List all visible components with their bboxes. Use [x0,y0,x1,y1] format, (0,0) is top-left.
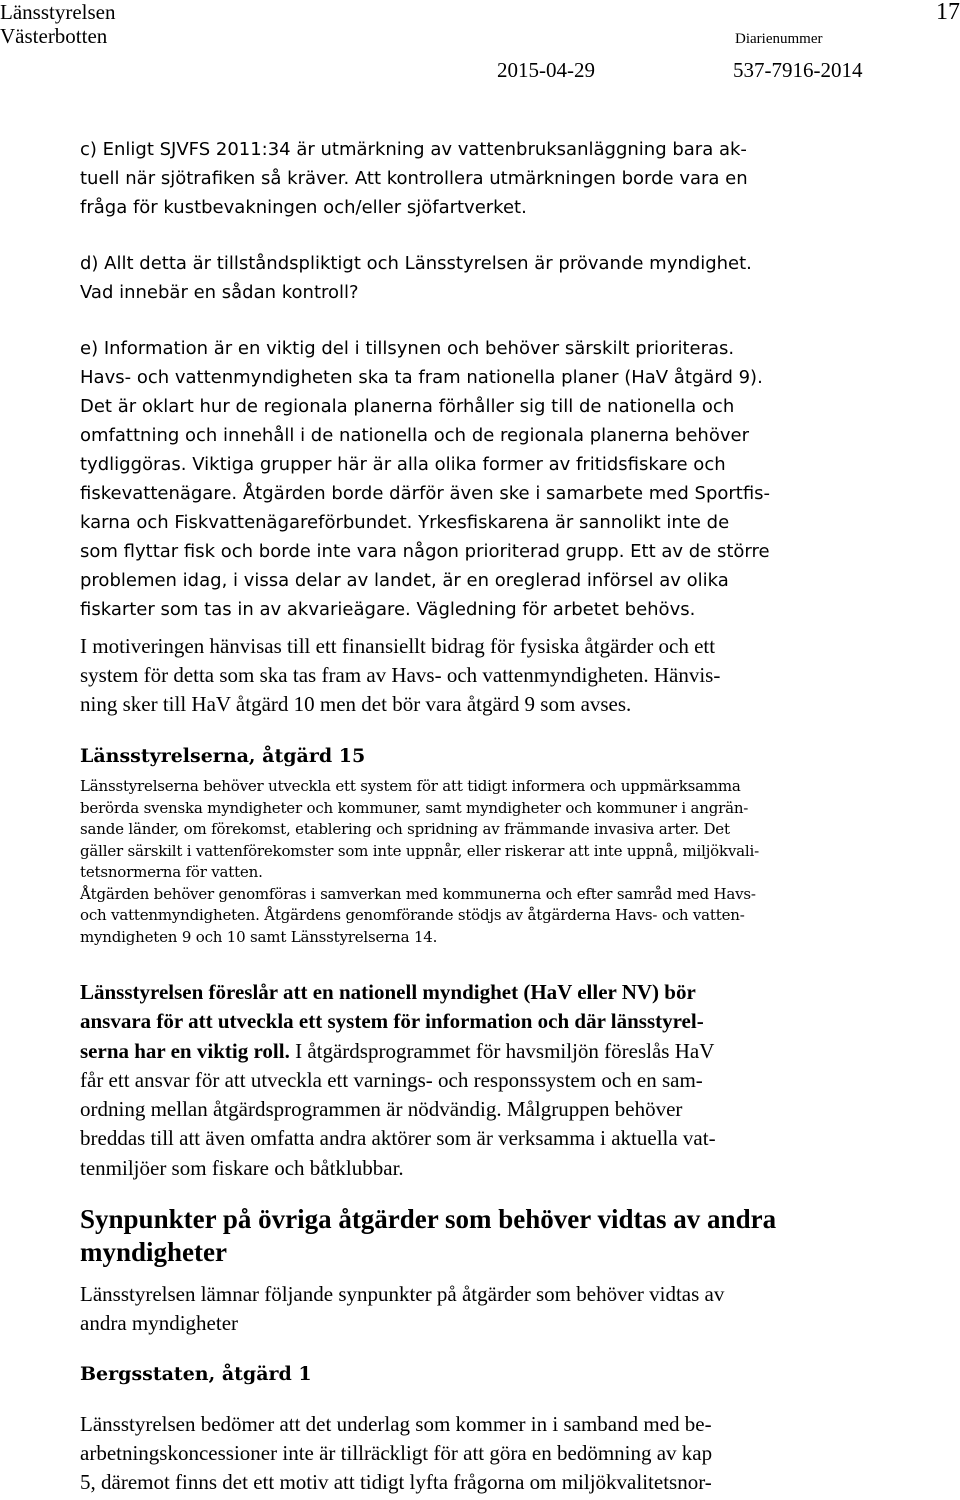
quote-15-paragraph-b: Åtgärden behöver genomföras i samverkan med kommunerna och efter samråd med Havs- och vattenmyndigheten. Åtgärdens genomförande stödjs av åtgärderna Havs- och vatten- myndigheten 9 och 10 samt Länsstyrelserna 14. [80,884,756,946]
paragraph-e-text: e) Information är en viktig del i tillsynen och behöver särskilt prioriteras. Havs- och vattenmyndigheten ska ta fram nationella planer (HaV åtgärd 9). Det är oklart hur de regionala planerna förhåller sig till de nationella och omfattning och innehåll i de nationella och de regionala planerna behöver tydliggöras. Viktiga grupper här är alla olika former av fritidsfiskare och fiskevattenägare. Åtgärden borde därför även ske i samarbete med Sportfis- karna och Fiskvattenägareförbundet. Yrkesfiskarena är sannolikt inte de som flyttar fisk och borde inte vara någon prioriterad grupp. Ett av de större problemen idag, i vissa delar av landet, är en oreglerad införsel av olika fiskarter som tas in av akvarieägare. Vägledning för arbetet behövs. [80,338,771,620]
section-heading-text: Synpunkter på övriga åtgärder som behöver vidtas av andra myndigheter [80,1204,777,1267]
org-name-line2: Västerbotten [0,24,108,48]
proposal-bold-text: Länsstyrelsen föreslår att en nationell myndighet (HaV eller NV) bör ansvara för att utveckla ett system för information och där länsstyrel- serna har en viktig roll. [80,980,704,1063]
quote-15-paragraph-a: Länsstyrelserna behöver utveckla ett system för att tidigt informera och uppmärksamma berörda svenska myndigheter och kommuner, samt myndigheter och kommuner i angrän- sande länder, om förekomst, etablering och spridning av främmande invasiva arter. Det gäller särskilt i vattenförekomster som inte uppnår, eller riskerar att inte uppnå, miljökvali- tetsnormerna för vatten. [80,777,759,881]
section-intro [80,1280,850,1338]
quote-block-15 [80,776,850,948]
page-number: 17 [936,0,960,25]
heading-lansstyrelserna-15 [80,745,850,767]
paragraph-e [80,334,850,624]
paragraph-c [80,135,850,222]
org-name-line1: Länsstyrelsen [0,0,116,24]
diarienummer-label: Diarienummer [735,31,823,47]
proposal-rest-text: I åtgärdsprogrammet för havsmiljön föreslås HaV får ett ansvar för att utveckla ett varnings- och responssystem och en sam- ordning mellan åtgärdsprogrammen är nödvändig. Målgruppen behöver breddas till att även omfatta andra aktörer som är verksamma i aktuella vat- tenmiljöer som fiskare och båtklubbar. [80,1038,716,1180]
proposal-paragraph [80,978,850,1183]
paragraph-bergsstaten [80,1410,850,1497]
paragraph-motivering-text: I motiveringen hänvisas till ett finansiellt bidrag för fysiska åtgärder och ett system för detta som ska tas fram av Havs- och vattenmyndigheten. Hänvis- ning sker till HaV åtgärd 10 men det bör vara åtgärd 9 som avses. [80,634,721,716]
diarienummer-value: 537-7916-2014 [733,58,863,82]
section-heading [80,1203,850,1269]
heading-bergsstaten-1-text: Bergsstaten, åtgärd 1 [80,1363,312,1385]
proposal-text [80,978,850,1183]
document-date: 2015-04-29 [497,58,595,82]
paragraph-bergsstaten-text: Länsstyrelsen bedömer att det underlag som kommer in i samband med be- arbetningskoncessioner inte är tillräckligt för att göra en bedömning av kap 5, däremot finns det ett motiv att tidigt lyfta frågorna om miljökvalitetsnor- [80,1412,713,1494]
heading-lansstyrelserna-15-text: Länsstyrelserna, åtgärd 15 [80,745,366,767]
paragraph-d [80,249,850,307]
paragraph-motivering [80,632,850,719]
paragraph-d-text: d) Allt detta är tillståndspliktigt och Länsstyrelsen är prövande myndighet. Vad innebär en sådan kontroll? [80,253,752,303]
paragraph-c-text: c) Enligt SJVFS 2011:34 är utmärkning av vattenbruksanläggning bara ak- tuell när sjötrafiken så kräver. Att kontrollera utmärkningen borde vara en fråga för kustbevakningen och/eller sjöfartverket. [80,139,748,218]
heading-bergsstaten-1 [80,1363,850,1385]
section-intro-text: Länsstyrelsen lämnar följande synpunkter på åtgärder som behöver vidtas av andra myndigheter [80,1282,725,1335]
